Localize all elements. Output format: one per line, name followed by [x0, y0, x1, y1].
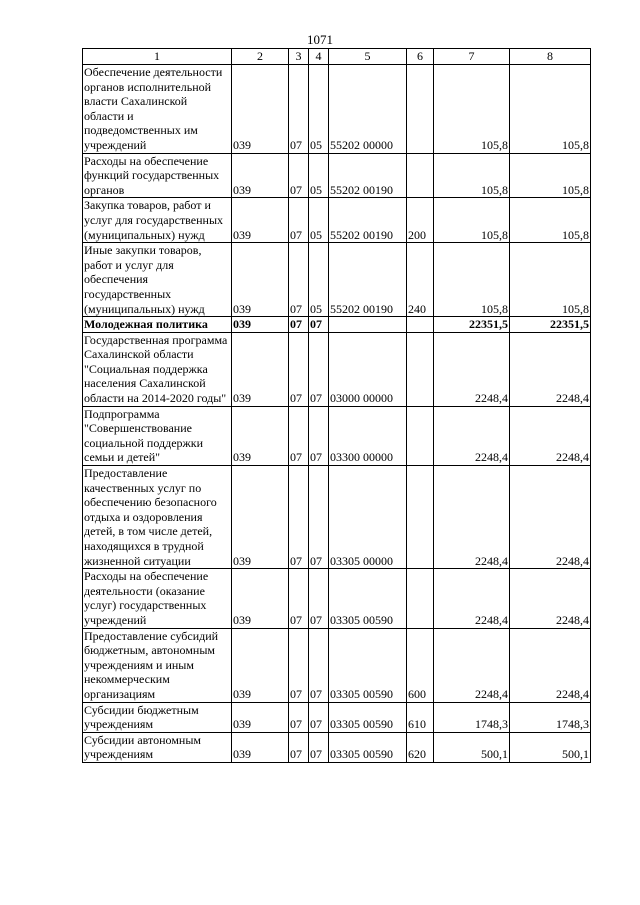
row-name-cell	[83, 628, 232, 702]
subsection-code-cell: 07	[309, 569, 329, 628]
subsection-code-cell: 07	[309, 702, 329, 732]
admin-code-cell: 039	[232, 466, 289, 569]
table-body	[83, 65, 591, 763]
admin-code-cell: 039	[232, 243, 289, 317]
row-name-text: Государственная программа Сахалинской области "Социальная поддержка населения Сахалинской области на 2014-2020 годы"	[84, 332, 228, 406]
article-code-cell: 55202 00190	[329, 198, 407, 243]
table-row	[83, 153, 591, 198]
row-name-text: Субсидии бюджетным учреждениям	[84, 702, 199, 732]
article-code-cell: 55202 00190	[329, 243, 407, 317]
row-name-cell	[83, 198, 232, 243]
amount-cell: 2248,4	[434, 406, 510, 465]
expense-type-cell	[407, 317, 434, 333]
subsection-code-cell: 07	[309, 317, 329, 333]
amount-cell: 105,8	[510, 65, 591, 154]
admin-code-cell: 039	[232, 317, 289, 333]
section-code-cell: 07	[289, 466, 309, 569]
section-code-cell: 07	[289, 317, 309, 333]
table-row	[83, 198, 591, 243]
article-code-cell: 03305 00000	[329, 466, 407, 569]
budget-table	[82, 48, 591, 763]
admin-code-cell: 039	[232, 153, 289, 198]
admin-code-cell: 039	[232, 65, 289, 154]
expense-type-cell: 200	[407, 198, 434, 243]
amount-cell: 500,1	[434, 732, 510, 762]
column-header: 2	[232, 49, 289, 65]
section-code-cell: 07	[289, 406, 309, 465]
amount-cell: 105,8	[434, 198, 510, 243]
expense-type-cell: 620	[407, 732, 434, 762]
table-row	[83, 702, 591, 732]
subsection-code-cell: 07	[309, 628, 329, 702]
table-row	[83, 466, 591, 569]
column-header: 7	[434, 49, 510, 65]
section-code-cell: 07	[289, 65, 309, 154]
amount-cell: 22351,5	[434, 317, 510, 333]
expense-type-cell	[407, 569, 434, 628]
row-name-text: Предоставление субсидий бюджетным, автономным учреждениям и иным некоммерческим организациям	[84, 628, 219, 701]
admin-code-cell: 039	[232, 198, 289, 243]
admin-code-cell: 039	[232, 732, 289, 762]
section-code-cell: 07	[289, 198, 309, 243]
amount-cell: 2248,4	[434, 628, 510, 702]
article-code-cell: 03305 00590	[329, 569, 407, 628]
subsection-code-cell: 07	[309, 406, 329, 465]
page-number: 1071	[307, 32, 333, 47]
expense-type-cell	[407, 65, 434, 154]
amount-cell: 22351,5	[510, 317, 591, 333]
row-name-cell	[83, 243, 232, 317]
row-name-text: Иные закупки товаров, работ и услуг для обеспечения государственных (муниципальных) нужд	[84, 243, 205, 316]
row-name-text: Подпрограмма "Совершенствование социальной поддержки семьи и детей"	[84, 406, 204, 465]
subsection-code-cell: 05	[309, 153, 329, 198]
section-code-cell: 07	[289, 569, 309, 628]
article-code-cell	[329, 317, 407, 333]
amount-cell: 2248,4	[434, 569, 510, 628]
row-name-text: Обеспечение деятельности органов исполнительной власти Сахалинской области и подведомственных им учреждений	[84, 65, 223, 152]
expense-type-cell: 600	[407, 628, 434, 702]
row-name-text: Расходы на обеспечение функций государственных органов	[84, 153, 220, 197]
amount-cell: 105,8	[510, 153, 591, 198]
row-name-cell	[83, 317, 232, 333]
expense-type-cell: 610	[407, 702, 434, 732]
row-name-text: Субсидии автономным учреждениям	[84, 732, 201, 762]
table-row	[83, 317, 591, 333]
subsection-code-cell: 05	[309, 65, 329, 154]
amount-cell: 2248,4	[510, 466, 591, 569]
admin-code-cell: 039	[232, 569, 289, 628]
row-name-text: Закупка товаров, работ и услуг для государственных (муниципальных) нужд	[84, 198, 224, 242]
row-name-cell	[83, 466, 232, 569]
row-name-text: Расходы на обеспечение деятельности (оказание услуг) государственных учреждений	[84, 569, 209, 627]
table-row	[83, 332, 591, 406]
article-code-cell: 03300 00000	[329, 406, 407, 465]
section-code-cell: 07	[289, 243, 309, 317]
section-code-cell: 07	[289, 153, 309, 198]
admin-code-cell: 039	[232, 628, 289, 702]
table-row	[83, 628, 591, 702]
column-header: 4	[309, 49, 329, 65]
subsection-code-cell: 05	[309, 243, 329, 317]
expense-type-cell	[407, 332, 434, 406]
amount-cell: 105,8	[510, 243, 591, 317]
table-row	[83, 732, 591, 762]
subsection-code-cell: 07	[309, 466, 329, 569]
article-code-cell: 03305 00590	[329, 732, 407, 762]
table-row	[83, 243, 591, 317]
admin-code-cell: 039	[232, 406, 289, 465]
article-code-cell: 03000 00000	[329, 332, 407, 406]
expense-type-cell: 240	[407, 243, 434, 317]
column-header: 8	[510, 49, 591, 65]
row-name-cell	[83, 406, 232, 465]
section-code-cell: 07	[289, 332, 309, 406]
article-code-cell: 55202 00000	[329, 65, 407, 154]
table-row	[83, 569, 591, 628]
admin-code-cell: 039	[232, 702, 289, 732]
column-header: 5	[329, 49, 407, 65]
amount-cell: 2248,4	[510, 569, 591, 628]
amount-cell: 2248,4	[434, 332, 510, 406]
column-header: 3	[289, 49, 309, 65]
article-code-cell: 55202 00190	[329, 153, 407, 198]
column-header: 6	[407, 49, 434, 65]
amount-cell: 500,1	[510, 732, 591, 762]
article-code-cell: 03305 00590	[329, 628, 407, 702]
amount-cell: 2248,4	[510, 628, 591, 702]
article-code-cell: 03305 00590	[329, 702, 407, 732]
row-name-cell	[83, 702, 232, 732]
amount-cell: 105,8	[434, 65, 510, 154]
amount-cell: 1748,3	[510, 702, 591, 732]
table-header-row	[83, 49, 591, 65]
amount-cell: 2248,4	[510, 406, 591, 465]
subsection-code-cell: 07	[309, 332, 329, 406]
expense-type-cell	[407, 406, 434, 465]
expense-type-cell	[407, 153, 434, 198]
row-name-cell	[83, 153, 232, 198]
amount-cell: 105,8	[510, 198, 591, 243]
expense-type-cell	[407, 466, 434, 569]
amount-cell: 105,8	[434, 243, 510, 317]
amount-cell: 2248,4	[510, 332, 591, 406]
row-name-text: Молодежная политика	[84, 317, 208, 332]
row-name-cell	[83, 332, 232, 406]
row-name-cell	[83, 65, 232, 154]
section-code-cell: 07	[289, 702, 309, 732]
row-name-cell	[83, 569, 232, 628]
row-name-text: Предоставление качественных услуг по обеспечению безопасного отдыха и оздоровления детей, в том числе детей, находящихся в трудной жизненной ситуации	[84, 466, 217, 568]
row-name-cell	[83, 732, 232, 762]
table-row	[83, 65, 591, 154]
section-code-cell: 07	[289, 628, 309, 702]
amount-cell: 2248,4	[434, 466, 510, 569]
amount-cell: 1748,3	[434, 702, 510, 732]
table-row	[83, 406, 591, 465]
amount-cell: 105,8	[434, 153, 510, 198]
subsection-code-cell: 05	[309, 198, 329, 243]
column-header: 1	[83, 49, 232, 65]
subsection-code-cell: 07	[309, 732, 329, 762]
admin-code-cell: 039	[232, 332, 289, 406]
section-code-cell: 07	[289, 732, 309, 762]
